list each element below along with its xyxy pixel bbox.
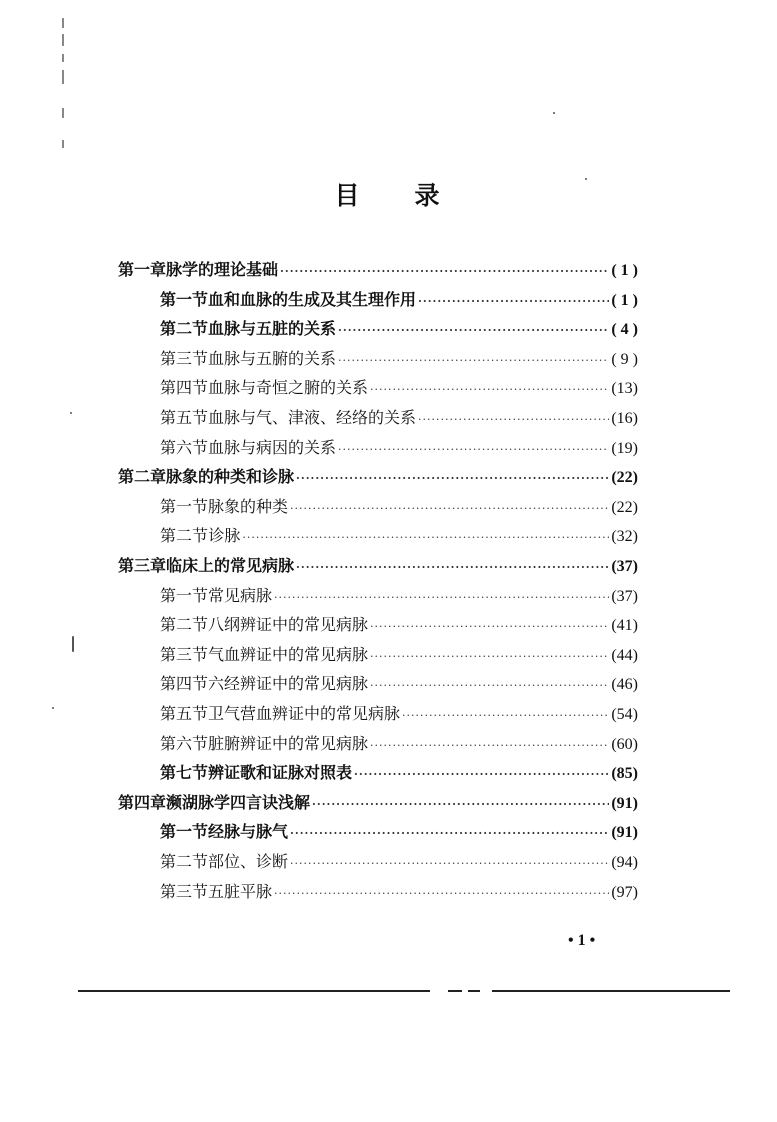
page-reference: ( 1 ) [611, 262, 638, 279]
chapter-title: 濒湖脉学四言诀浅解 [166, 792, 311, 812]
page-reference: (94) [611, 854, 638, 871]
page-reference: (54) [611, 706, 638, 723]
chapter-number: 第一章 [118, 260, 167, 279]
toc-section-row [160, 640, 638, 670]
leader-dots [418, 287, 609, 317]
toc-section-row [160, 373, 638, 403]
section-number: 第四节 [160, 674, 209, 694]
section-title: 六经辨证中的常见病脉 [208, 674, 369, 694]
leader-dots [338, 435, 609, 465]
section-number: 第二节 [160, 319, 209, 339]
section-number: 第三节 [160, 881, 209, 901]
section-title: 经脉与脉气 [208, 822, 289, 842]
page-reference: (19) [611, 439, 638, 457]
toc-section-row [160, 314, 638, 344]
section-title: 常见病脉 [208, 585, 273, 605]
toc-chapter-row [118, 462, 638, 492]
page-reference: (46) [611, 676, 638, 694]
section-title: 诊脉 [208, 526, 241, 546]
chapter-number: 第三章 [118, 556, 167, 575]
section-title: 气血辨证中的常见病脉 [208, 644, 369, 664]
leader-dots [370, 612, 609, 642]
toc-section-row [160, 699, 638, 729]
speck [553, 112, 555, 114]
leader-dots [296, 464, 609, 494]
leader-dots [338, 346, 609, 376]
section-number: 第一节 [160, 496, 209, 516]
leader-dots [274, 583, 609, 613]
chapter-title: 脉象的种类和诊脉 [166, 467, 295, 487]
section-number: 第五节 [160, 408, 209, 427]
toc-section-row [160, 610, 638, 640]
leader-dots [242, 523, 609, 553]
leader-dots [370, 671, 609, 701]
toc-section-row [160, 877, 638, 907]
chapter-number: 第四章 [118, 792, 167, 812]
toc-section-row [160, 581, 638, 611]
margin-marks [62, 18, 65, 158]
page-reference: ( 1 ) [611, 291, 638, 309]
section-title: 五脏平脉 [208, 881, 273, 901]
leader-dots [338, 316, 609, 346]
toc-section-row [160, 758, 638, 788]
title-char-2: 录 [414, 181, 443, 210]
toc-section-row [160, 817, 638, 847]
page-reference: (91) [611, 824, 638, 842]
section-number: 第一节 [160, 822, 209, 842]
page-reference: (22) [611, 469, 638, 487]
page-reference: (16) [611, 410, 638, 427]
speck [585, 178, 587, 180]
section-title: 八纲辨证中的常见病脉 [208, 615, 369, 635]
section-number: 第四节 [160, 378, 209, 398]
toc-section-row [160, 521, 638, 551]
toc-section-row [160, 669, 638, 699]
leader-dots [290, 494, 609, 524]
page-reference: (91) [611, 794, 638, 812]
section-number: 第二节 [160, 852, 209, 871]
section-number: 第五节 [160, 704, 209, 723]
chapter-title: 临床上的常见病脉 [166, 556, 295, 575]
page-reference: (85) [611, 765, 638, 783]
toc-section-row [160, 847, 638, 877]
page-reference: (44) [611, 646, 638, 664]
title-char-1: 目 [334, 181, 363, 210]
bottom-rule [78, 990, 730, 992]
section-title: 血脉与五腑的关系 [208, 348, 337, 368]
section-title: 卫气营血辨证中的常见病脉 [208, 704, 401, 723]
page-title [0, 176, 777, 212]
section-title: 部位、诊断 [208, 852, 289, 871]
section-number: 第六节 [160, 733, 209, 753]
toc-section-row [160, 492, 638, 522]
toc-section-row [160, 285, 638, 315]
leader-dots [290, 849, 609, 879]
speck [52, 707, 54, 709]
section-number: 第一节 [160, 289, 209, 309]
toc-chapter-row [118, 551, 638, 581]
section-title: 血脉与奇恒之腑的关系 [208, 378, 369, 398]
leader-dots [370, 375, 609, 405]
leader-dots [290, 819, 609, 849]
section-number: 第二节 [160, 615, 209, 635]
section-title: 脉象的种类 [208, 496, 289, 516]
section-title: 脏腑辨证中的常见病脉 [208, 733, 369, 753]
leader-dots [274, 879, 609, 909]
page-reference: (60) [611, 735, 638, 753]
bottom-rule-dash [468, 990, 480, 992]
section-number: 第三节 [160, 644, 209, 664]
leader-dots [402, 701, 609, 731]
chapter-title: 脉学的理论基础 [166, 260, 279, 279]
toc-section-row [160, 433, 638, 463]
page-reference: (13) [611, 380, 638, 398]
chapter-number: 第二章 [118, 467, 167, 487]
toc-section-row [160, 344, 638, 374]
section-number: 第一节 [160, 585, 209, 605]
page-number: • 1 • [568, 932, 596, 949]
page-reference: (37) [611, 558, 638, 575]
speck [70, 412, 72, 414]
toc-chapter-row [118, 255, 638, 285]
page-reference: (41) [611, 617, 638, 635]
section-number: 第二节 [160, 526, 209, 546]
speck [72, 636, 74, 652]
section-title: 血脉与病因的关系 [208, 437, 337, 457]
leader-dots [280, 257, 609, 287]
page-reference: (32) [611, 528, 638, 546]
page-reference: (97) [611, 883, 638, 901]
section-number: 第三节 [160, 348, 209, 368]
page-reference: ( 9 ) [611, 350, 638, 368]
leader-dots [312, 790, 609, 820]
section-title: 血脉与气、津液、经络的关系 [208, 408, 417, 427]
section-title: 血脉与五脏的关系 [208, 319, 337, 339]
section-title: 血和血脉的生成及其生理作用 [208, 289, 417, 309]
leader-dots [418, 405, 609, 435]
page-reference: ( 4 ) [611, 321, 638, 339]
section-title: 辨证歌和证脉对照表 [208, 763, 353, 783]
section-number: 第七节 [160, 763, 209, 783]
toc-section-row [160, 729, 638, 759]
toc-section-row [160, 403, 638, 433]
leader-dots [296, 553, 609, 583]
leader-dots [370, 731, 609, 761]
toc-chapter-row [118, 788, 638, 818]
bottom-rule-dash [448, 990, 462, 992]
leader-dots [354, 760, 609, 790]
page-reference: (37) [611, 587, 638, 605]
leader-dots [370, 642, 609, 672]
page-reference: (22) [611, 498, 638, 516]
section-number: 第六节 [160, 437, 209, 457]
